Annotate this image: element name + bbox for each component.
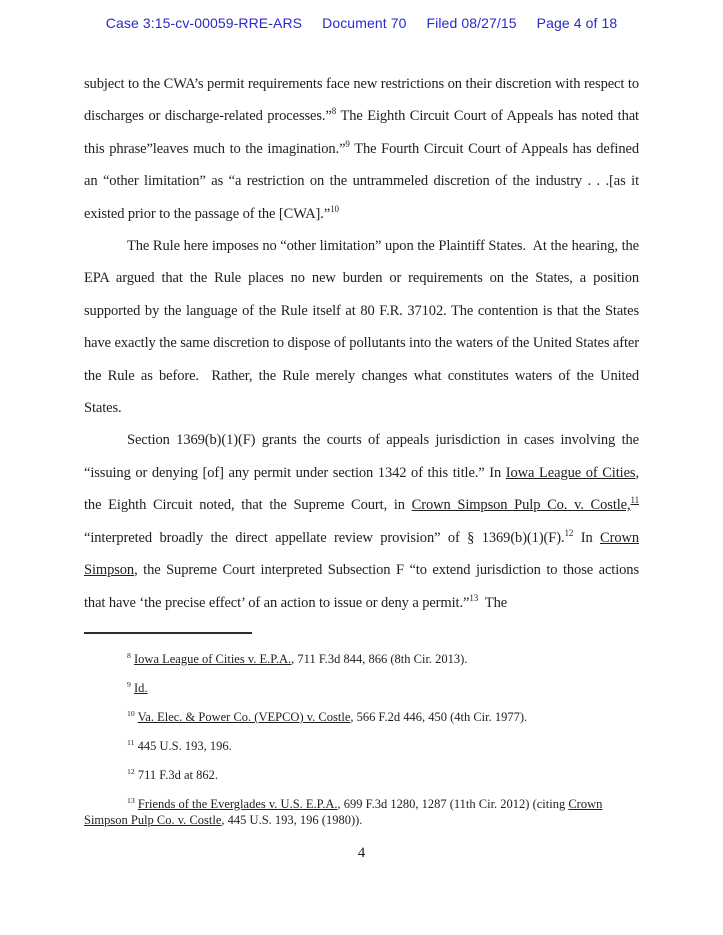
case-header <box>0 15 723 31</box>
footnotes-section <box>84 651 639 829</box>
footnote-11: $^{11}$ 445 U.S. 193, 196. <box>127 737 232 753</box>
filed-date: Filed 08/27/15 <box>426 15 517 31</box>
footnote-9: $^9$ Id. <box>127 679 148 695</box>
footnote-10: $^{10}$ Va. Elec. & Power Co. (VEPCO) v. Costle, 566 F.2d 446, 450 (4th Cir. 1977). <box>127 708 528 724</box>
page-number: 4 <box>357 844 366 861</box>
footnote-8: $^8$ Iowa League of Cities v. E.P.A., 711 F.3d 844, 866 (8th Cir. 2013). <box>127 650 468 666</box>
footnote-13: $^{13}$ Friends of the Everglades v. U.S. E.P.A., 699 F.3d 1280, 1287 (11th Cir. 2012) (citing Crown Simpson Pulp Co. v. Costle, 445 U.S. 193, 196 (1980)). <box>84 795 603 828</box>
body-paragraph-2: The Rule here imposes no “other limitation” upon the Plaintiff States. At the hearing, the EPA argued that the Rule places no new burden or requirements on the States, a position supported by the language of the Rule itself at 80 F.R. 37102. The contention is that the States have exactly the same discretion to dispose of pollutants into the waters of the United States after the Rule as before. Rather, the Rule merely changes what constitutes waters of the United States. <box>84 238 639 417</box>
body-paragraph-1: subject to the CWA’s permit requirements face new restrictions on their discretion with respect to discharges or discharge-related processes.”$^8$ The Eighth Circuit Court of Appeals has noted that this phrase”leaves much to the imagination.”$^9$ The Fourth Circuit Court of Appeals has defined an “other limitation” as “a restriction on the untrammeled discretion of the industry . . .[as it existed prior to the passage of the [CWA].”$^{10}$ <box>84 76 639 222</box>
footnote-12: $^{12}$ 711 F.3d at 862. <box>127 766 219 782</box>
footnote-separator <box>84 632 252 634</box>
body-paragraph-3: Section 1369(b)(1)(F) grants the courts of appeals jurisdiction in cases involving the “issuing or denying [of] any permit under section 1342 of this title.” In Iowa League of Cities, the Eighth Circuit noted, that the Supreme Court, in Crown Simpson Pulp Co. v. Costle,$^{11}$ “interpreted broadly the direct appellate review provision” of § 1369(b)(1)(F).$^{12}$ In Crown Simpson, the Supreme Court interpreted Subsection F “to extend jurisdiction to those actions that have ‘the precise effect’ of an action to issue or deny a permit.”$^{13}$ The <box>84 432 639 611</box>
page-indicator: Page 4 of 18 <box>536 15 618 31</box>
document-number: Document 70 <box>322 15 407 31</box>
case-number: Case 3:15-cv-00059-RRE-ARS <box>105 15 303 31</box>
document-body <box>84 68 639 862</box>
